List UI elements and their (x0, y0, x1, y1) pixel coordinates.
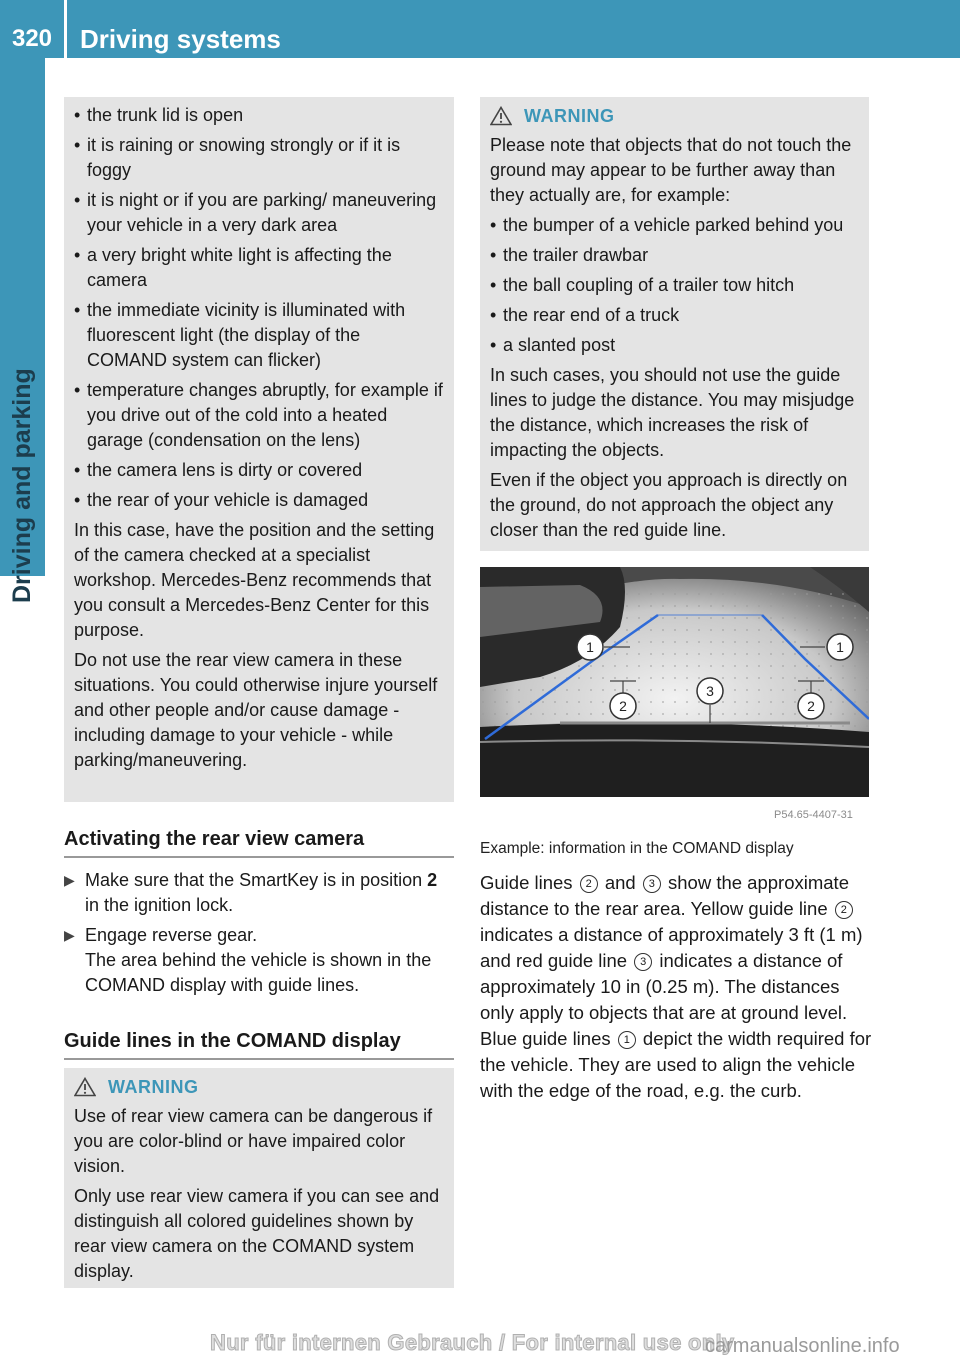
rear-camera-display-image (480, 567, 869, 797)
examples-list (490, 213, 861, 358)
text-run: and (599, 872, 641, 893)
conditions-list (74, 103, 444, 513)
list-item: • the trailer drawbar (490, 243, 861, 268)
callout-label: 1 (836, 639, 844, 655)
page-header (0, 0, 960, 58)
step-result: The area behind the vehicle is shown in the COMAND display with guide lines. (85, 950, 432, 995)
arrow-icon: ▶ (64, 872, 75, 888)
warning-text: Even if the object you approach is directly on the ground, do not approach the object any closer than the red guide line. (490, 470, 848, 540)
section-heading-guide-lines: Guide lines in the COMAND display (64, 1030, 454, 1060)
text-run: show the approximate distance to the rear area. Yellow guide line (480, 872, 849, 919)
callout-label: 3 (706, 683, 714, 699)
text-run: indicates a distance of approximately 3 ft (1 m) and red guide line (480, 924, 863, 971)
warning-text: Use of rear view camera can be dangerous if you are color-blind or have impaired color vision. (74, 1106, 433, 1176)
page-number: 320 (11, 25, 53, 52)
warning-label: WARNING (108, 1076, 199, 1097)
list-item: • it is raining or snowing strongly or if it is foggy (74, 133, 444, 183)
list-item: • the rear end of a truck (490, 303, 861, 328)
arrow-icon: ▶ (64, 927, 75, 943)
activation-steps (64, 868, 456, 1003)
figure-caption: Example: information in the COMAND display (480, 840, 794, 857)
warning-label: WARNING (524, 105, 615, 126)
callout-label: 2 (807, 698, 815, 714)
list-item: • the camera lens is dirty or covered (74, 458, 444, 483)
callout-ref-2: 2 (835, 901, 853, 919)
list-item: • the immediate vicinity is illuminated with fluorescent light (the display of the COMAND system can flicker) (74, 298, 444, 373)
guide-lines-description (480, 870, 872, 1104)
callout-ref-1: 1 (618, 1031, 636, 1049)
camera-view-illustration (480, 567, 869, 797)
paragraph (480, 870, 872, 1104)
header-divider (64, 0, 67, 58)
list-item: • a slanted post (490, 333, 861, 358)
callout-label: 1 (586, 639, 594, 655)
text-run: depict the width required for the vehicle. They are used to align the vehicle with the edge of the road, e.g. the curb. (480, 1028, 872, 1101)
callout-ref-2: 2 (580, 875, 598, 893)
step-text: in the ignition lock. (85, 895, 234, 915)
list-item: • the rear of your vehicle is damaged (74, 488, 444, 513)
text-run: Guide lines (480, 872, 578, 893)
callout-ref-3: 3 (643, 875, 661, 893)
warning-heading (74, 1074, 444, 1100)
warning-text: In such cases, you should not use the guide lines to judge the distance. You may misjudge the distance, which increases the risk of impacting the objects. (490, 365, 855, 460)
warning-box-colorblind (64, 1068, 454, 1288)
internal-use-footer: Nur für internen Gebrauch / For internal use only (210, 1330, 735, 1355)
warning-triangle-icon (74, 1077, 96, 1097)
warning-box-objects (480, 97, 869, 551)
step-item (64, 868, 456, 918)
image-code: P54.65-4407-31 (774, 809, 853, 821)
list-item: • the trunk lid is open (74, 103, 444, 128)
callout-ref-3: 3 (634, 953, 652, 971)
callout-label: 2 (619, 698, 627, 714)
section-heading-activating: Activating the rear view camera (64, 828, 454, 858)
step-item (64, 923, 456, 948)
conditions-box (64, 97, 454, 802)
list-item: • the bumper of a vehicle parked behind you (490, 213, 861, 238)
step-text: Engage reverse gear. (85, 925, 258, 945)
step-bold-value: 2 (427, 870, 438, 890)
chapter-tab (0, 58, 45, 603)
list-item: • it is night or if you are parking/ maneuvering your vehicle in a very dark area (74, 188, 444, 238)
warning-heading (490, 103, 861, 129)
continuation-text: In this case, have the position and the setting of the camera checked at a specialist workshop. Mercedes-Benz recommends that you consult a Mercedes-Benz Center for this purpose. (74, 520, 435, 640)
list-item: • a very bright white light is affecting the camera (74, 243, 444, 293)
warning-triangle-icon (490, 106, 512, 126)
warning-text: Only use rear view camera if you can see and distinguish all colored guidelines shown by rear view camera on the COMAND system display. (74, 1186, 440, 1281)
step-text: Make sure that the SmartKey is in position (85, 870, 428, 890)
list-item: • temperature changes abruptly, for example if you drive out of the cold into a heated garage (condensation on the lens) (74, 378, 444, 453)
paragraph: Do not use the rear view camera in these situations. You could otherwise injure yourself and other people and/or cause damage - including damage to your vehicle - while parking/maneuvering. (74, 650, 438, 770)
text-run: indicates a distance of approximately 10 in (0.25 m). The distances only apply to objects that are at ground level. Blue guide lines (480, 950, 848, 1049)
chapter-label: Driving and parking (8, 368, 36, 603)
page-title: Driving systems (80, 24, 281, 54)
site-watermark: carmanualsonline.info (705, 1335, 900, 1357)
list-item: • the ball coupling of a trailer tow hitch (490, 273, 861, 298)
warning-text: Please note that objects that do not touch the ground may appear to be further away than they actually are, for example: (490, 135, 852, 205)
